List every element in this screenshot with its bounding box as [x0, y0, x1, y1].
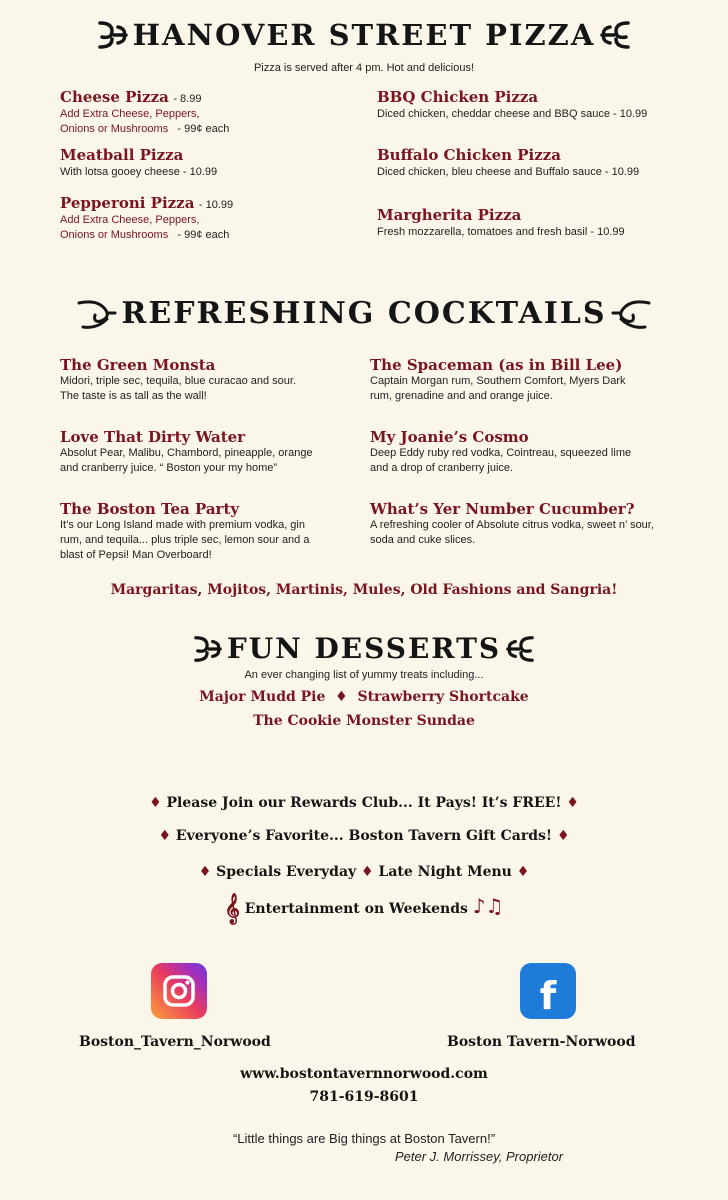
facebook-glyph: f: [539, 974, 557, 1018]
desserts-heading: FUN DESSERTS: [226, 632, 502, 665]
pizza-subtitle: Pizza is served after 4 pm. Hot and delicious!: [253, 62, 475, 74]
promo-rewards-line: [0, 795, 728, 811]
promo-entertainment-line: [0, 894, 728, 925]
cocktails-right-column: [370, 356, 720, 548]
item-title: The Green Monsta: [60, 356, 216, 374]
menu-item-pepperoni-pizza: [60, 194, 360, 243]
item-desc: rum, grenadine and and orange juice.: [370, 390, 553, 402]
item-desc: Onions or Mushrooms: [60, 123, 169, 135]
facebook-handle[interactable]: Boston Tavern-Norwood: [447, 1034, 636, 1050]
item-title: Buffalo Chicken Pizza: [377, 146, 562, 164]
pizza-right-column: [377, 88, 717, 240]
item-desc: With lotsa gooey cheese - 10.99: [60, 166, 218, 178]
diamond-icon: ♦: [361, 864, 374, 880]
scroll-ornament-left-icon: [194, 634, 222, 664]
item-desc: soda and cuke slices.: [370, 534, 476, 546]
flourish-right-icon: [611, 297, 651, 331]
desserts-line-1: [0, 689, 728, 705]
cocktails-heading: REFRESHING COCKTAILS: [121, 296, 607, 331]
item-title: What’s Yer Number Cucumber?: [370, 500, 635, 518]
cocktail-spaceman: [370, 356, 720, 428]
pizza-heading-row: [0, 18, 728, 52]
promo-specials-line: [0, 864, 728, 880]
flourish-left-icon: [77, 297, 117, 331]
scroll-ornament-left-icon: [98, 19, 128, 51]
item-desc: Deep Eddy ruby red vodka, Cointreau, squeezed lime: [370, 447, 632, 459]
diamond-icon: ♦: [198, 864, 212, 880]
treble-clef-icon: 𝄞: [224, 894, 240, 924]
cocktails-heading-row: [0, 296, 728, 331]
diamond-icon: ♦: [158, 828, 172, 844]
diamond-icon: ♦: [516, 864, 530, 880]
pizza-heading: HANOVER STREET PIZZA: [132, 18, 596, 52]
website-link[interactable]: www.bostontavernnorwood.com: [240, 1066, 488, 1082]
quote-author: Peter J. Morrissey, Proprietor: [395, 1149, 564, 1164]
item-title: The Spaceman (as in Bill Lee): [370, 356, 623, 374]
desserts-subtitle: An ever changing list of yummy treats including...: [244, 669, 484, 681]
diamond-icon: ♦: [335, 689, 348, 705]
diamond-icon: ♦: [566, 795, 579, 811]
promo-giftcards-line: [0, 828, 728, 844]
menu-item-bbq-chicken-pizza: [377, 88, 717, 146]
diamond-icon: ♦: [556, 828, 570, 844]
instagram-handle[interactable]: Boston_Tavern_Norwood: [79, 1034, 271, 1050]
cocktail-green-monsta: [60, 356, 360, 428]
promo-late-night: Late Night Menu: [378, 864, 512, 880]
item-desc: Midori, triple sec, tequila, blue curacao and sour.: [60, 375, 297, 387]
dessert-cookie-monster-sundae: The Cookie Monster Sundae: [253, 713, 475, 729]
item-title: My Joanie’s Cosmo: [370, 428, 529, 446]
item-desc: It’s our Long Island made with premium vodka, gin: [60, 519, 305, 531]
cocktails-tagline: Margaritas, Mojitos, Martinis, Mules, Old Fashions and Sangria!: [110, 582, 618, 598]
item-desc: Diced chicken, bleu cheese and Buffalo sauce - 10.99: [377, 166, 640, 178]
item-desc: and a drop of cranberry juice.: [370, 462, 514, 474]
scroll-ornament-right-icon: [600, 19, 630, 51]
promo-specials: Specials Everyday: [216, 864, 357, 880]
item-title: Margherita Pizza: [377, 206, 522, 224]
cocktail-boston-tea-party: [60, 500, 360, 563]
cocktail-joanies-cosmo: [370, 428, 720, 500]
cocktails-left-column: [60, 356, 360, 563]
item-price: - 8.99: [173, 93, 202, 105]
item-title: Cheese Pizza: [60, 88, 169, 106]
item-desc: A refreshing cooler of Absolute citrus vodka, sweet n’ sour,: [370, 519, 654, 531]
promo-rewards: Please Join our Rewards Club... It Pays! It’s FREE!: [166, 795, 562, 811]
item-desc: and cranberry juice. “ Boston your my home”: [60, 462, 278, 474]
item-desc: blast of Pepsi! Man Overboard!: [60, 549, 212, 561]
item-desc: Fresh mozzarella, tomatoes and fresh basil - 10.99: [377, 226, 625, 238]
instagram-icon[interactable]: [151, 963, 207, 1019]
item-desc: Add Extra Cheese, Peppers,: [60, 214, 200, 226]
diamond-icon: ♦: [149, 795, 162, 811]
scroll-ornament-right-icon: [506, 634, 534, 664]
camera-glyph-icon: [151, 963, 207, 1019]
item-title: BBQ Chicken Pizza: [377, 88, 539, 106]
item-price: - 10.99: [198, 199, 234, 211]
promo-entertainment: Entertainment on Weekends: [244, 901, 468, 917]
item-desc: rum, and tequila... plus triple sec, lemon sour and a: [60, 534, 310, 546]
menu-item-meatball-pizza: [60, 146, 360, 194]
item-desc: The taste is as tall as the wall!: [60, 390, 207, 402]
item-desc: Absolut Pear, Malibu, Chambord, pineapple, orange: [60, 447, 313, 459]
item-title: Pepperoni Pizza: [60, 194, 195, 212]
promo-giftcards: Everyone’s Favorite... Boston Tavern Gift Cards!: [175, 828, 553, 844]
item-price: - 99¢ each: [177, 229, 230, 241]
item-desc: Onions or Mushrooms: [60, 229, 169, 241]
pizza-left-column: [60, 88, 360, 243]
item-title: The Boston Tea Party: [60, 500, 240, 518]
phone-number[interactable]: 781-619-8601: [309, 1089, 419, 1105]
dessert-strawberry-shortcake: Strawberry Shortcake: [357, 689, 529, 705]
item-title: Meatball Pizza: [60, 146, 184, 164]
cocktail-cucumber: [370, 500, 720, 548]
desserts-heading-row: [0, 632, 728, 665]
menu-item-cheese-pizza: [60, 88, 360, 146]
quote-text: “Little things are Big things at Boston Tavern!”: [232, 1131, 496, 1146]
item-desc: Captain Morgan rum, Southern Comfort, Myers Dark: [370, 375, 626, 387]
item-price: - 99¢ each: [177, 123, 230, 135]
menu-item-buffalo-chicken-pizza: [377, 146, 717, 206]
item-desc: Add Extra Cheese, Peppers,: [60, 108, 200, 120]
facebook-icon[interactable]: [520, 963, 576, 1019]
cocktail-dirty-water: [60, 428, 360, 500]
item-desc: Diced chicken, cheddar cheese and BBQ sauce - 10.99: [377, 108, 648, 120]
dessert-mudd-pie: Major Mudd Pie: [199, 689, 326, 705]
music-notes-icon: ♪♫: [472, 894, 504, 918]
item-title: Love That Dirty Water: [60, 428, 246, 446]
menu-item-margherita-pizza: [377, 206, 717, 240]
